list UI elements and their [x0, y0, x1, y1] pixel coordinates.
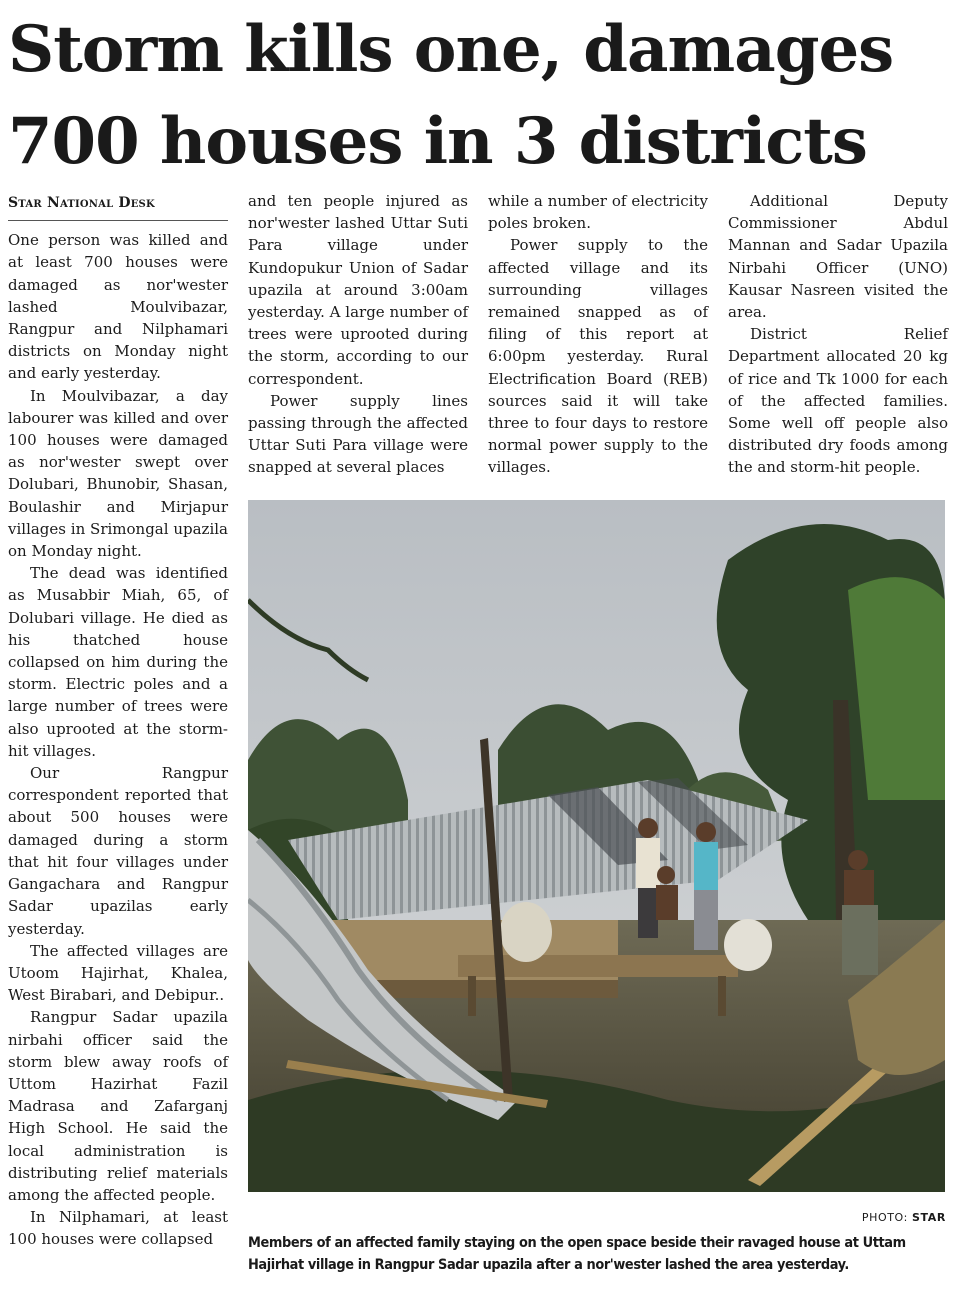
- paragraph: In Nilphamari, at least 100 houses were collapsed: [8, 1208, 228, 1249]
- paragraph: The dead was identified as Musabbir Miah, 65, of Dolubari village. He died as his thatched house collapsed on him during the storm. Electric poles and a large number of trees were also uprooted at the storm-hit villages.: [8, 564, 228, 760]
- paragraph: District Relief Department allocated 20 kg of rice and Tk 1000 for each of the affected families. Some well off people also distributed dry foods among the and storm-hit people.: [728, 325, 948, 477]
- headline: Storm kills one, damages 700 houses in 3 districts: [8, 12, 894, 179]
- paragraph-continued: and ten people injured as nor'wester lashed Uttar Suti Para village under Kundopukur Union of Sadar upazila at around 3:00am yesterday. A large number of trees were uprooted during the storm, according to our correspondent.: [248, 192, 468, 388]
- paragraph: Power supply to the affected village and its surrounding villages remained snapped as of filing of this report at 6:00pm yesterday. Rural Electrification Board (REB) sources said it will take three to four days to restore normal power supply to the villages.: [488, 236, 708, 477]
- paragraph: One person was killed and at least 700 houses were damaged as nor'wester lashed Moulvibazar, Rangpur and Nilphamari districts on Monday night and early yesterday.: [8, 231, 228, 383]
- byline: Star National Desk: [8, 192, 228, 221]
- photo-credit-source: STAR: [912, 1211, 946, 1224]
- paragraph: The affected villages are Utoom Hajirhat, Khalea, West Birabari, and Debipur..: [8, 941, 228, 1005]
- photo-credit-label: PHOTO:: [861, 1211, 908, 1224]
- paragraph: In Moulvibazar, a day labourer was killed and over 100 houses were damaged as nor'wester swept over Dolubari, Bhunobir, Shasan, Boulashir and Mirjapur villages in Srimongal upazila on Monday night.: [8, 386, 228, 561]
- photo-credit: [862, 1211, 946, 1224]
- storm-damage-photo: [248, 500, 945, 1192]
- paragraph: Additional Deputy Commissioner Abdul Mannan and Sadar Upazila Nirbahi Officer (UNO) Kausar Nasreen visited the area.: [728, 192, 948, 322]
- article-column-2: [248, 190, 468, 479]
- article-column-4: [728, 190, 948, 479]
- photo-caption: Members of an affected family staying on the open space beside their ravaged house at Uttam Hajirhat village in Rangpur Sadar upazila after a nor'wester lashed the area yesterday.: [248, 1235, 906, 1273]
- paragraph-continued: while a number of electricity poles broken.: [488, 192, 708, 233]
- article-column-1: [8, 192, 228, 1251]
- paragraph: Rangpur Sadar upazila nirbahi officer said the storm blew away roofs of Uttom Hazirhat Fazil Madrasa and Zafarganj High School. He said the local administration is distributing relief materials among the affected people.: [8, 1008, 228, 1204]
- paragraph: Power supply lines passing through the affected Uttar Suti Para village were snapped at several places: [248, 391, 468, 477]
- paragraph: Our Rangpur correspondent reported that about 500 houses were damaged during a storm that hit four villages under Gangachara and Rangpur Sadar upazilas early yesterday.: [8, 764, 228, 938]
- article-column-3: [488, 190, 708, 479]
